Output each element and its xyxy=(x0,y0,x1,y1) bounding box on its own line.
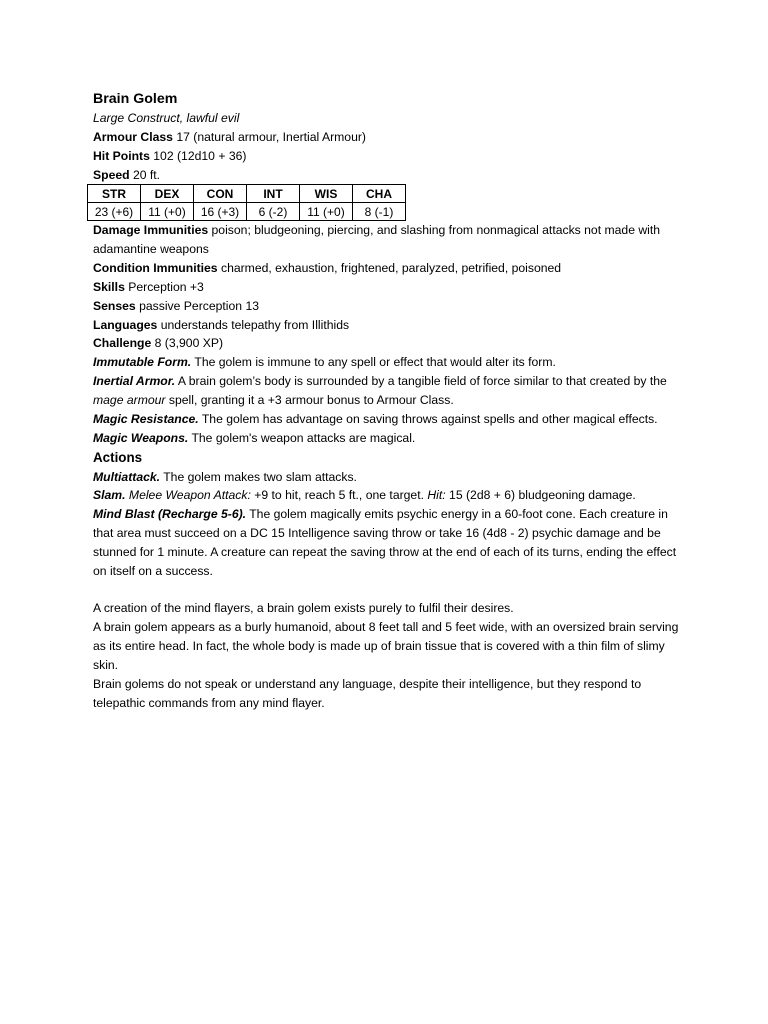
ability-score-table xyxy=(87,184,406,221)
action-text: The golem magically emits psychic energy in a 60-foot cone. Each creature in that area must succeed on a DC 15 Intelligence saving throw or take 16 (4d8 - 2) psychic damage and be stunned for 1 minute. A creature can repeat the saving throw at the end of each of its turns, ending the effect on itself on a success. xyxy=(93,507,677,578)
action-name: Slam. xyxy=(93,488,126,503)
trait-text: The golem has advantage on saving throws against spells and other magical effects. xyxy=(201,411,658,426)
actions-heading: Actions xyxy=(93,449,143,465)
skills-label: Skills xyxy=(93,279,125,294)
trait-name: Immutable Form. xyxy=(93,355,192,370)
ability-header-row xyxy=(88,185,406,203)
languages-label: Languages xyxy=(93,317,158,332)
trait-magic-resistance xyxy=(93,410,683,429)
lore-paragraph: A brain golem appears as a burly humanoid, about 8 feet tall and 5 feet wide, with an oversized brain serving as its entire head. In fact, the whole body is made up of brain tissue that is covered with a thin film of slimy skin. xyxy=(93,620,679,672)
lore-paragraph: Brain golems do not speak or understand any language, despite their intelligence, but they respond to telepathic commands from any mind flayer. xyxy=(93,676,642,710)
hit-label: Hit: xyxy=(427,488,446,503)
ability-header: WIS xyxy=(300,185,353,203)
languages-line xyxy=(93,316,683,335)
challenge-value: 8 (3,900 XP) xyxy=(154,336,224,351)
action-slam xyxy=(93,486,683,505)
skills-line xyxy=(93,278,683,297)
hit-points-label: Hit Points xyxy=(93,148,150,163)
trait-text: The golem is immune to any spell or effect that would alter its form. xyxy=(194,355,556,370)
hit-points-line xyxy=(93,147,683,166)
senses-line xyxy=(93,297,683,316)
armour-class-label: Armour Class xyxy=(93,129,173,144)
trait-text: The golem's weapon attacks are magical. xyxy=(191,430,416,445)
action-text: 15 (2d8 + 6) bludgeoning damage. xyxy=(449,488,636,503)
ability-value: 11 (+0) xyxy=(300,203,353,221)
ability-value: 16 (+3) xyxy=(194,203,247,221)
stat-block xyxy=(93,89,683,712)
languages-value: understands telepathy from Illithids xyxy=(160,317,350,332)
senses-value: passive Perception 13 xyxy=(139,298,259,313)
speed-label: Speed xyxy=(93,167,130,182)
condition-immunities-label: Condition Immunities xyxy=(93,261,218,276)
action-mind-blast xyxy=(93,505,683,580)
trait-name: Magic Resistance. xyxy=(93,411,199,426)
speed-line xyxy=(93,166,683,185)
ability-header: INT xyxy=(247,185,300,203)
action-text: The golem makes two slam attacks. xyxy=(163,469,357,484)
armour-class-line xyxy=(93,128,683,147)
ability-header: DEX xyxy=(141,185,194,203)
attack-type: Melee Weapon Attack: xyxy=(128,488,251,503)
challenge-label: Challenge xyxy=(93,336,152,351)
trait-inertial-armor xyxy=(93,372,683,410)
action-name: Multiattack. xyxy=(93,469,161,484)
trait-name: Magic Weapons. xyxy=(93,430,189,445)
hit-points-value: 102 (12d10 + 36) xyxy=(153,148,247,163)
damage-immunities-line xyxy=(93,221,683,259)
paragraph-gap xyxy=(93,581,683,600)
monster-name: Brain Golem xyxy=(93,91,178,107)
action-text: +9 to hit, reach 5 ft., one target. xyxy=(254,488,424,503)
ability-header: CON xyxy=(194,185,247,203)
action-multiattack xyxy=(93,468,683,487)
monster-type: Large Construct, lawful evil xyxy=(93,111,240,125)
senses-label: Senses xyxy=(93,298,136,313)
ability-header: CHA xyxy=(353,185,406,203)
trait-text: spell, granting it a +3 armour bonus to Armour Class. xyxy=(168,392,454,407)
ability-value: 6 (-2) xyxy=(247,203,300,221)
trait-text: A brain golem’s body is surrounded by a tangible field of force similar to that created by the xyxy=(177,374,667,389)
challenge-line xyxy=(93,334,683,353)
ability-header: STR xyxy=(88,185,141,203)
trait-immutable-form xyxy=(93,353,683,372)
ability-value: 8 (-1) xyxy=(353,203,406,221)
lore-paragraph: A creation of the mind flayers, a brain golem exists purely to fulfil their desires. xyxy=(93,601,514,616)
skills-value: Perception +3 xyxy=(128,279,204,294)
action-name: Mind Blast (Recharge 5-6). xyxy=(93,507,247,522)
damage-immunities-value: poison; bludgeoning, piercing, and slashing from nonmagical attacks not made with adamantine weapons xyxy=(93,223,661,257)
ability-value: 23 (+6) xyxy=(88,203,141,221)
armour-class-value: 17 (natural armour, Inertial Armour) xyxy=(176,129,366,144)
spell-name: mage armour xyxy=(93,392,166,407)
trait-name: Inertial Armor. xyxy=(93,374,176,389)
ability-value: 11 (+0) xyxy=(141,203,194,221)
condition-immunities-value: charmed, exhaustion, frightened, paralyzed, petrified, poisoned xyxy=(220,261,562,276)
condition-immunities-line xyxy=(93,259,683,278)
speed-value: 20 ft. xyxy=(132,167,161,182)
ability-value-row xyxy=(88,203,406,221)
trait-magic-weapons xyxy=(93,429,683,448)
damage-immunities-label: Damage Immunities xyxy=(93,223,209,238)
